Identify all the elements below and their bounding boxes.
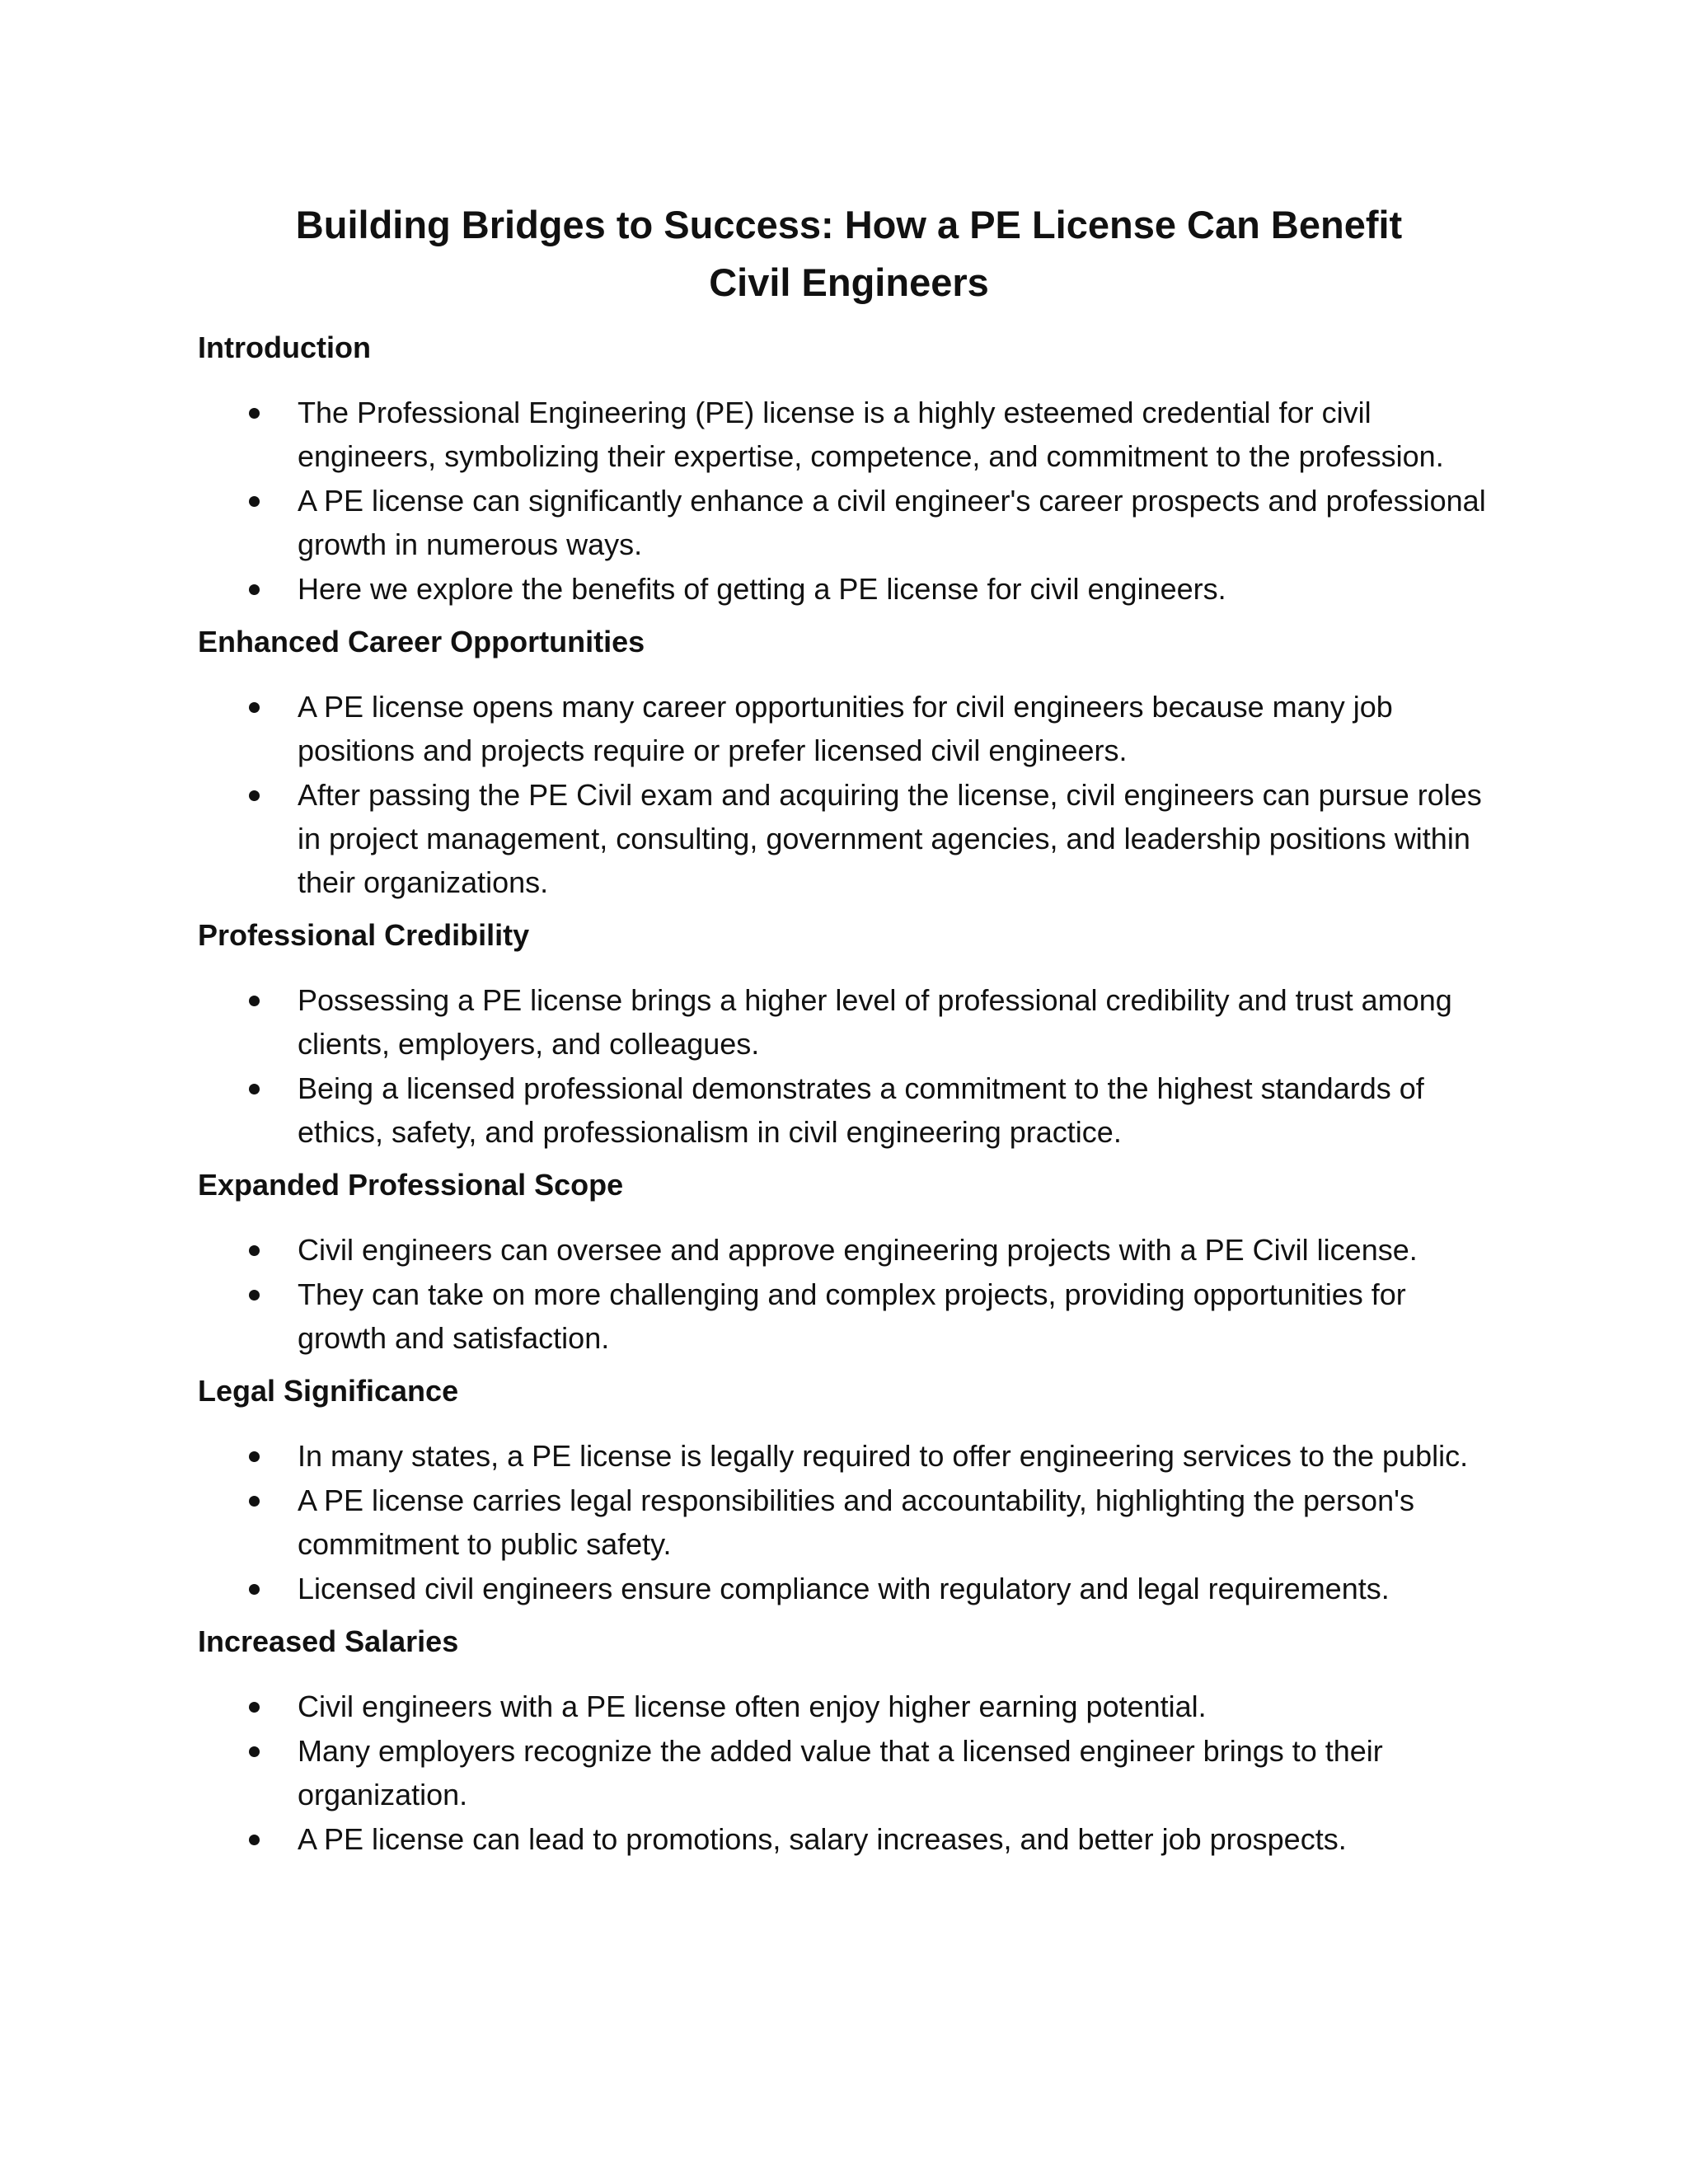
bullet-icon [249, 1084, 260, 1094]
list-item-text: A PE license can lead to promotions, salary increases, and better job prospects. [298, 1822, 1347, 1856]
bullet-icon [249, 584, 260, 595]
bullet-icon [249, 1496, 260, 1507]
bullet-icon [249, 1584, 260, 1595]
section-expanded-professional-scope [198, 1164, 1500, 1360]
bullet-icon [249, 702, 260, 713]
list-item [198, 1479, 1500, 1566]
bullet-icon [249, 1746, 260, 1757]
document-title: Building Bridges to Success: How a PE License Can Benefit Civil Engineers [295, 203, 1403, 304]
section-professional-credibility [198, 914, 1500, 1154]
list-item [198, 1434, 1500, 1478]
list-item [198, 1567, 1500, 1610]
list-item-text: Civil engineers can oversee and approve engineering projects with a PE Civil license. [298, 1233, 1418, 1267]
list-item [198, 978, 1500, 1066]
bullet-list [198, 391, 1500, 611]
list-item [198, 1817, 1500, 1861]
list-item [198, 685, 1500, 772]
list-item-text: The Professional Engineering (PE) license is a highly esteemed credential for civil engineers, symbolizing their expertise, competence, and commitment to the profession. [298, 396, 1444, 473]
section-heading: Introduction [198, 330, 371, 364]
section-heading: Expanded Professional Scope [198, 1168, 624, 1202]
list-item-text: Being a licensed professional demonstrates a commitment to the highest standards of ethics, safety, and professionalism in civil engineering practice. [298, 1071, 1424, 1149]
list-item [198, 773, 1500, 904]
document-page [198, 196, 1500, 1871]
bullet-icon [249, 1451, 260, 1462]
bullet-list [198, 1434, 1500, 1610]
list-item-text: Many employers recognize the added value that a licensed engineer brings to their organization. [298, 1734, 1383, 1811]
bullet-icon [249, 408, 260, 419]
section-heading: Legal Significance [198, 1374, 459, 1408]
list-item [198, 1228, 1500, 1272]
list-item [198, 1066, 1500, 1154]
list-item-text: They can take on more challenging and complex projects, providing opportunities for growth and satisfaction. [298, 1277, 1406, 1355]
section-heading: Professional Credibility [198, 918, 530, 952]
list-item-text: In many states, a PE license is legally required to offer engineering services to the public. [298, 1439, 1469, 1473]
list-item [198, 391, 1500, 478]
section-legal-significance [198, 1370, 1500, 1610]
section-introduction [198, 326, 1500, 611]
bullet-list [198, 1685, 1500, 1861]
bullet-icon [249, 790, 260, 801]
list-item [198, 567, 1500, 611]
list-item-text: A PE license opens many career opportunities for civil engineers because many job positions and projects require or prefer licensed civil engineers. [298, 690, 1393, 767]
section-heading: Enhanced Career Opportunities [198, 625, 645, 658]
bullet-list [198, 1228, 1500, 1360]
list-item-text: A PE license carries legal responsibilities and accountability, highlighting the person's commitment to public safety. [298, 1483, 1414, 1561]
list-item [198, 1685, 1500, 1728]
bullet-icon [249, 996, 260, 1006]
bullet-list [198, 685, 1500, 904]
list-item-text: Possessing a PE license brings a higher level of professional credibility and trust among clients, employers, and colleagues. [298, 983, 1452, 1061]
bullet-icon [249, 1702, 260, 1713]
list-item-text: After passing the PE Civil exam and acquiring the license, civil engineers can pursue roles in project management, consulting, government agencies, and leadership positions within their organizations. [298, 778, 1482, 899]
section-enhanced-career-opportunities [198, 621, 1500, 904]
list-item [198, 1272, 1500, 1360]
section-heading: Increased Salaries [198, 1624, 459, 1658]
bullet-icon [249, 496, 260, 507]
list-item [198, 479, 1500, 566]
list-item-text: A PE license can significantly enhance a civil engineer's career prospects and professional growth in numerous ways. [298, 484, 1486, 561]
section-increased-salaries [198, 1620, 1500, 1861]
bullet-icon [249, 1245, 260, 1256]
bullet-list [198, 978, 1500, 1154]
bullet-icon [249, 1290, 260, 1301]
list-item-text: Civil engineers with a PE license often enjoy higher earning potential. [298, 1690, 1207, 1723]
list-item [198, 1729, 1500, 1816]
list-item-text: Here we explore the benefits of getting a PE license for civil engineers. [298, 572, 1226, 606]
list-item-text: Licensed civil engineers ensure compliance with regulatory and legal requirements. [298, 1572, 1390, 1605]
bullet-icon [249, 1835, 260, 1845]
